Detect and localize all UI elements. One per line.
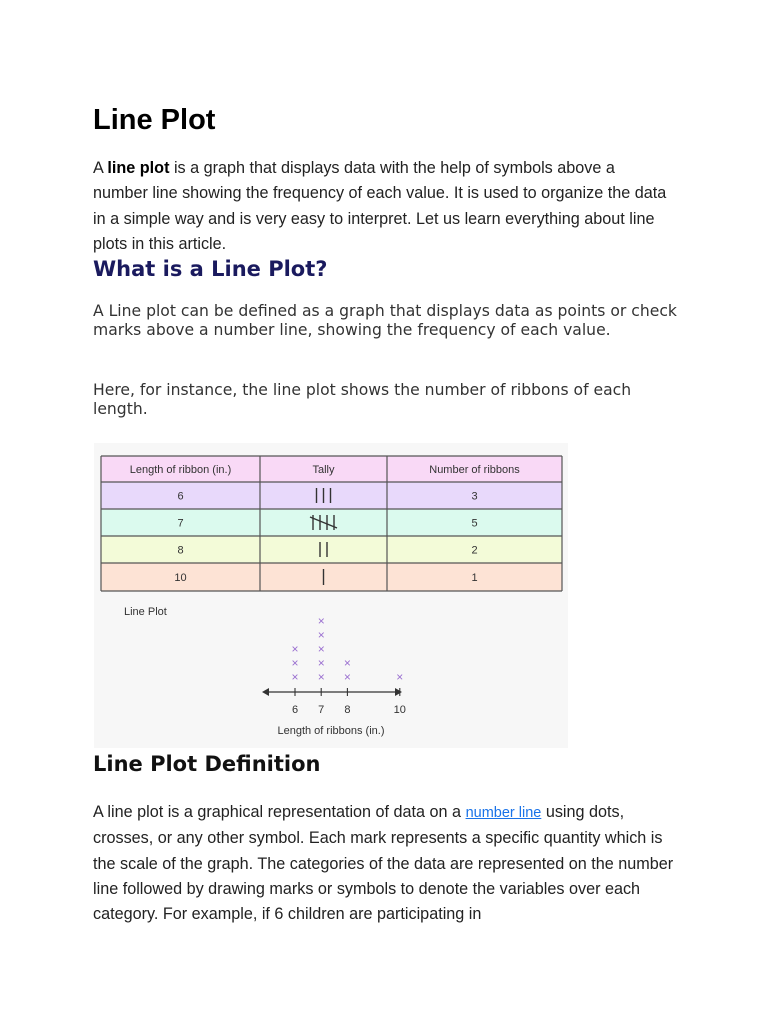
plot-mark: × [317,628,325,642]
table-row-bg [101,482,562,509]
table-header-cell: Length of ribbon (in.) [129,464,232,476]
section-heading-definition: Line Plot Definition [93,752,321,776]
table-cell-length: 6 [177,490,184,503]
plot-mark: × [317,656,325,670]
table-row-bg [101,509,562,536]
axis-tick-label: 10 [393,704,406,716]
table-cell-count: 1 [471,572,478,584]
definition-text-after-link: using dots, crosses, or any other symbol. Each mark represents a specific quantity which is the scale of the graph. The categories of the data are represented on the number line followed by drawing marks or symbols to denote the variables over each category. For example, if 6 children are participating in [93,803,674,924]
table-cell-length: 10 [174,572,187,584]
line-plot-chart [124,606,406,737]
table-row-bg [101,563,562,591]
axis-tick-label: 6 [291,704,299,716]
axis-tick-label: 7 [318,704,325,716]
number-line-link[interactable]: number line [465,805,542,821]
table-cell-count: 3 [471,490,478,503]
plot-mark: × [291,656,299,670]
number-line-left-arrow [262,688,269,696]
intro-text: is a graph that displays data with the help of symbols above a number line showing the frequency of each value. It is used to organize the data in a simple way and is very easy to interpret. Let us learn everything about line plots in this article. [93,159,667,253]
example-paragraph: Here, for instance, the line plot shows the number of ribbons of each length. [93,381,632,418]
plot-mark: × [317,614,325,628]
definition-text-before-link: A line plot is a graphical representation of data on a [93,803,466,821]
table-cell-length: 7 [177,517,184,530]
line-plot-definition-paragraph [93,800,678,927]
page-title: Line Plot [93,104,216,136]
intro-prefix: A [93,159,108,177]
plot-mark: × [396,670,404,684]
ribbon-figure-svg [94,443,568,748]
plot-axis-title: Length of ribbons (in.) [277,725,385,737]
plot-mark: × [291,642,299,656]
plot-mark: × [343,670,351,684]
plot-mark: × [291,670,299,684]
intro-bold-term: line plot [107,159,170,177]
plot-mark: × [343,656,351,670]
intro-paragraph [93,156,673,257]
table-header-cell: Number of ribbons [429,464,520,476]
table-row-bg [101,536,562,563]
plot-mark: × [317,642,325,656]
ribbon-figure [94,443,568,748]
plot-label: Line Plot [124,606,167,618]
table-cell-count: 5 [471,517,478,530]
definition-paragraph: A Line plot can be defined as a graph that displays data as points or check marks above a number line, showing the frequency of each value. [93,302,677,339]
table-header-cell: Tally [312,464,335,476]
table-cell-length: 8 [177,544,184,557]
number-line-right-arrow [395,688,402,696]
axis-tick-label: 8 [344,704,351,716]
section-heading-what-is: What is a Line Plot? [93,257,328,281]
table-cell-count: 2 [471,544,478,557]
ribbon-table [101,456,562,591]
plot-mark: × [317,670,325,684]
